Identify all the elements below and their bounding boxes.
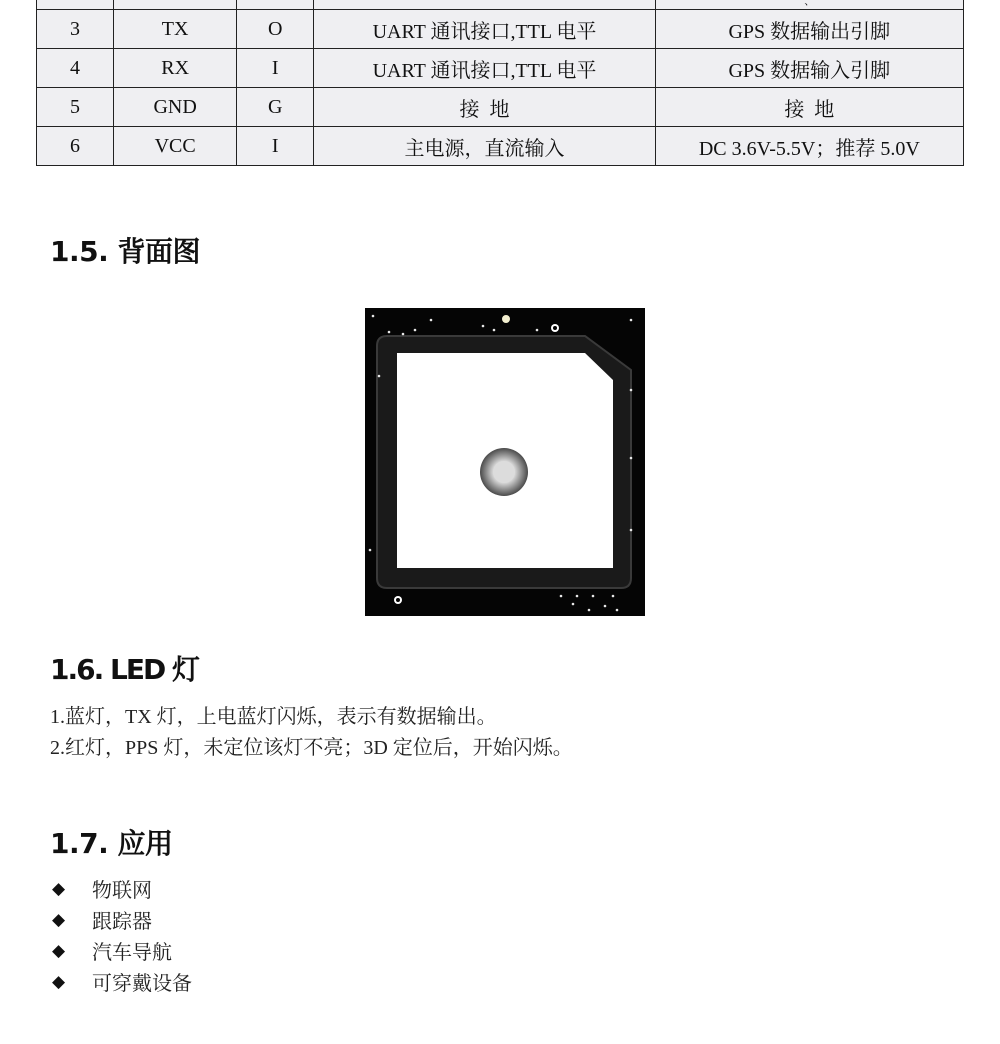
section-title-led: 1.6. LED 灯: [50, 653, 198, 686]
diamond-bullet-icon: ◆: [52, 909, 66, 930]
pin-name-cell: GND: [114, 88, 237, 127]
list-item: [52, 966, 192, 997]
antenna-feed-pin-center: [493, 461, 515, 483]
pin-number-cell: 4: [37, 49, 114, 88]
pin-function-cell: GPS 数据输入引脚: [655, 49, 963, 88]
pin-name-cell: [114, 0, 237, 10]
gps-module-board: [365, 308, 645, 616]
list-item: [52, 873, 192, 904]
led-description-blue: 1.蓝灯，TX 灯，上电蓝灯闪烁，表示有数据输出。: [50, 706, 497, 728]
pin-description-cell: UART 通讯接口,TTL 电平: [314, 10, 655, 49]
diamond-bullet-icon: ◆: [52, 971, 66, 992]
pin-table: [36, 0, 964, 166]
table-row: [37, 0, 964, 10]
pin-number-cell: 3: [37, 10, 114, 49]
table-row: [37, 88, 964, 127]
application-label: 跟踪器: [92, 911, 152, 933]
module-back-view-image: [365, 308, 645, 616]
table-row: [37, 10, 964, 49]
led-description-red: 2.红灯，PPS 灯，未定位该灯不亮；3D 定位后，开始闪烁。: [50, 737, 573, 759]
table-row: [37, 49, 964, 88]
pin-function-cell: 、: [655, 0, 963, 10]
pin-name-cell: VCC: [114, 127, 237, 166]
via-pad: [502, 315, 510, 323]
list-item: [52, 904, 192, 935]
pin-description-cell: 主电源，直流输入: [314, 127, 655, 166]
pin-function-cell: 接 地: [655, 88, 963, 127]
diamond-bullet-icon: ◆: [52, 878, 66, 899]
pin-description-cell: UART 通讯接口,TTL 电平: [314, 49, 655, 88]
pin-io-cell: O: [237, 10, 314, 49]
via-hole: [396, 598, 400, 602]
pin-name-cell: TX: [114, 10, 237, 49]
pin-number-cell: [37, 0, 114, 10]
pin-function-cell: DC 3.6V-5.5V；推荐 5.0V: [655, 127, 963, 166]
pin-io-cell: G: [237, 88, 314, 127]
section-title-back-view: 1.5. 背面图: [50, 235, 200, 268]
application-label: 汽车导航: [92, 942, 172, 964]
pin-io-cell: I: [237, 49, 314, 88]
application-label: 可穿戴设备: [92, 973, 192, 995]
pin-description-cell: [314, 0, 655, 10]
application-label: 物联网: [92, 880, 152, 902]
diamond-bullet-icon: ◆: [52, 940, 66, 961]
pin-description-cell: 接 地: [314, 88, 655, 127]
via-hole: [553, 326, 557, 330]
pin-number-cell: 5: [37, 88, 114, 127]
pin-number-cell: 6: [37, 127, 114, 166]
pin-function-cell: GPS 数据输出引脚: [655, 10, 963, 49]
pin-io-cell: [237, 0, 314, 10]
pin-name-cell: RX: [114, 49, 237, 88]
list-item: [52, 935, 192, 966]
section-title-applications: 1.7. 应用: [50, 827, 173, 860]
pin-io-cell: I: [237, 127, 314, 166]
table-row: [37, 127, 964, 166]
application-list: [52, 873, 192, 997]
